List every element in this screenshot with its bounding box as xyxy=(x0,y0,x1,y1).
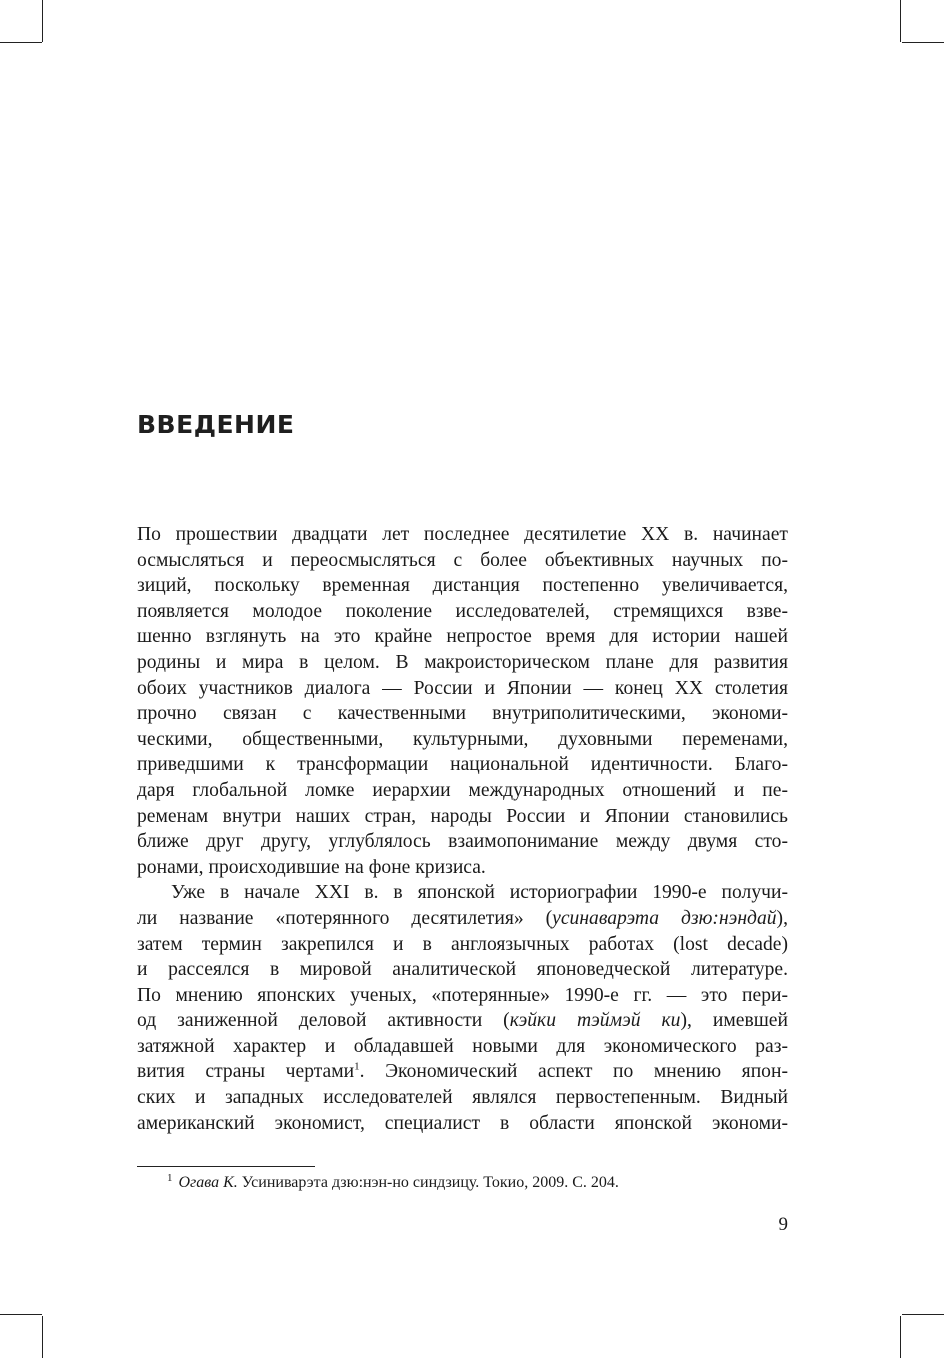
text-line xyxy=(137,906,788,932)
text-line: По прошествии двадцати лет последнее десятилетие XX в. начинает xyxy=(137,524,788,545)
text-line: обоих участников диалога — России и Японии — конец XX столетия xyxy=(137,677,788,699)
crop-mark-top-right-v xyxy=(900,0,901,42)
text-line: Уже в начале XXI в. в японской историографии 1990-е получи- xyxy=(171,882,788,904)
text-line: осмысляться и переосмысляться с более объективных научных по- xyxy=(137,549,788,571)
crop-mark-top-right-h xyxy=(902,42,944,43)
text-line: зиций, поскольку временная дистанция постепенно увеличивается, xyxy=(137,575,788,597)
text-run: од заниженной деловой активности ( xyxy=(137,1010,510,1032)
text-run: вития страны чертами xyxy=(137,1061,355,1083)
italic-term: кэйки тэймэй ки xyxy=(509,1010,681,1032)
crop-mark-top-left-h xyxy=(0,42,42,43)
text-line: затяжной характер и обладавшей новыми для экономического раз- xyxy=(137,1035,788,1057)
crop-mark-top-left-v xyxy=(42,0,43,42)
text-line: ческими, общественными, культурными, духовными переменами, xyxy=(137,728,788,750)
footnote-text: Усиниварэта дзю:нэн-но синдзицу. Токио, 2009. С. 204. xyxy=(237,1174,619,1191)
page-number: 9 xyxy=(778,1214,788,1235)
text-line: родины и мира в целом. В макроисторическом плане для развития xyxy=(137,651,788,673)
footnote xyxy=(167,1172,619,1194)
italic-term: усинаварэта дзю:нэндай xyxy=(552,907,777,929)
crop-mark-bottom-right-h xyxy=(902,1314,944,1315)
crop-mark-bottom-right-v xyxy=(900,1316,901,1358)
text-line xyxy=(137,1008,788,1034)
text-line: ронами, происходившие на фоне кризиса. xyxy=(137,856,486,878)
text-run: . Экономический аспект по мнению япон- xyxy=(359,1061,788,1083)
text-line: шенно взглянуть на это крайне непростое время для истории нашей xyxy=(137,626,788,648)
footnote-mark: 1 xyxy=(167,1171,173,1184)
text-line: затем термин закрепился и в англоязычных работах (lost decade) xyxy=(137,933,788,955)
text-line: появляется молодое поколение исследователей, стремящихся взве- xyxy=(137,600,788,622)
text-run: ), xyxy=(776,907,788,929)
text-line: прочно связан с качественными внутриполитическими, экономи- xyxy=(137,703,788,725)
text-line: даря глобальной ломке иерархии международных отношений и пе- xyxy=(137,779,788,801)
text-line: американский экономист, специалист в области японской экономи- xyxy=(137,1112,788,1134)
chapter-title: ВВЕДЕНИЕ xyxy=(137,410,295,439)
body-text xyxy=(137,522,788,1136)
text-line: и рассеялся в мировой аналитической японоведческой литературе. xyxy=(137,959,788,981)
text-line: ских и западных исследователей являлся первостепенным. Видный xyxy=(137,1087,788,1109)
text-line: ближе друг другу, углублялось взаимопонимание между двумя сто- xyxy=(137,831,788,853)
text-run: ли название «потерянного десятилетия» ( xyxy=(137,907,553,929)
footnote-author: Огава К. xyxy=(178,1174,238,1191)
text-line: По мнению японских ученых, «потерянные» 1990-е гг. — это пери- xyxy=(137,984,788,1006)
text-line xyxy=(137,1059,788,1085)
text-run: ), имевшей xyxy=(680,1010,788,1032)
crop-mark-bottom-left-h xyxy=(0,1314,42,1315)
text-line: приведшими к трансформации национальной идентичности. Благо- xyxy=(137,754,788,776)
footnote-reference[interactable]: 1 xyxy=(354,1060,360,1073)
footnote-divider xyxy=(137,1166,315,1167)
crop-mark-bottom-left-v xyxy=(42,1316,43,1358)
text-line: ременам внутри наших стран, народы России и Японии становились xyxy=(137,805,788,827)
